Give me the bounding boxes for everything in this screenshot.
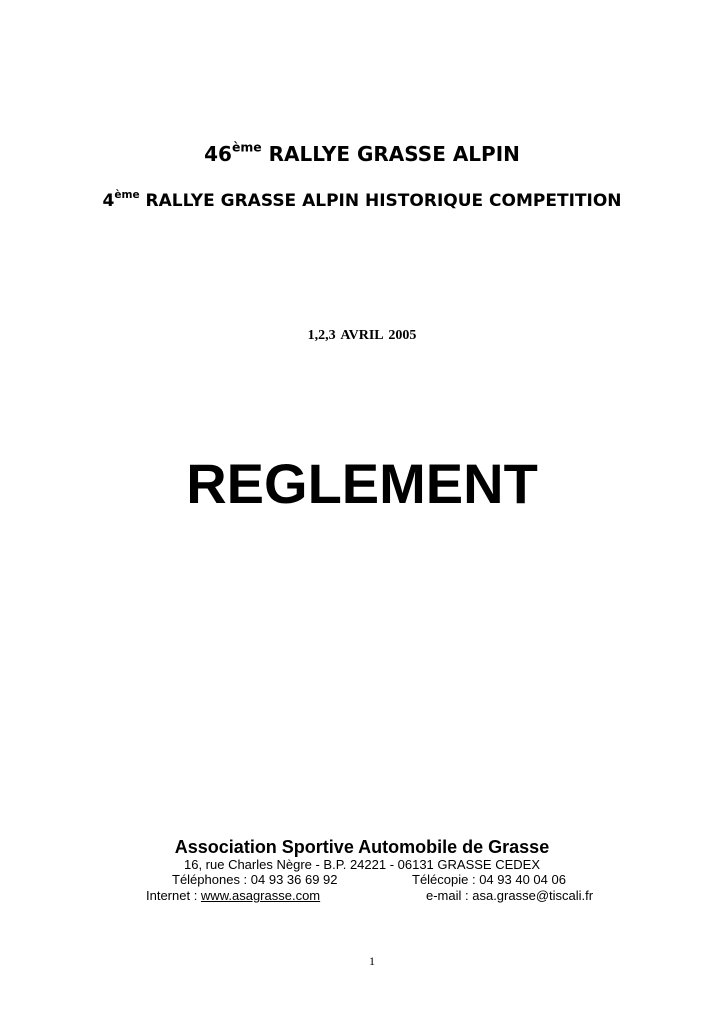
- event-title-superscript: ème: [231, 139, 262, 155]
- event-subtitle: [0, 188, 724, 214]
- telephone-line: Téléphones : 04 93 36 69 92: [172, 872, 338, 887]
- event-subtitle-text: RALLYE GRASSE ALPIN HISTORIQUE COMPETITION: [139, 191, 622, 211]
- event-title: [0, 140, 724, 168]
- website-link[interactable]: www.asagrasse.com: [200, 888, 321, 903]
- telecopie-line: Télécopie : 04 93 40 04 06: [412, 872, 566, 887]
- internet-line: [146, 888, 320, 904]
- email-line: e-mail : asa.grasse@tiscali.fr: [426, 888, 594, 903]
- internet-label: Internet :: [146, 888, 201, 903]
- document-heading: REGLEMENT: [186, 452, 538, 515]
- event-date: 1,2,3 AVRIL 2005: [307, 328, 417, 343]
- association-name: Association Sportive Automobile de Grasse: [174, 837, 550, 857]
- event-subtitle-superscript: ème: [114, 189, 140, 202]
- page-number: 1: [369, 954, 375, 968]
- event-subtitle-number: 4: [102, 191, 115, 211]
- association-address: 16, rue Charles Nègre - B.P. 24221 - 06131 GRASSE CEDEX: [183, 857, 540, 872]
- event-title-text: RALLYE GRASSE ALPIN: [261, 142, 520, 166]
- event-title-number: 46: [204, 142, 232, 166]
